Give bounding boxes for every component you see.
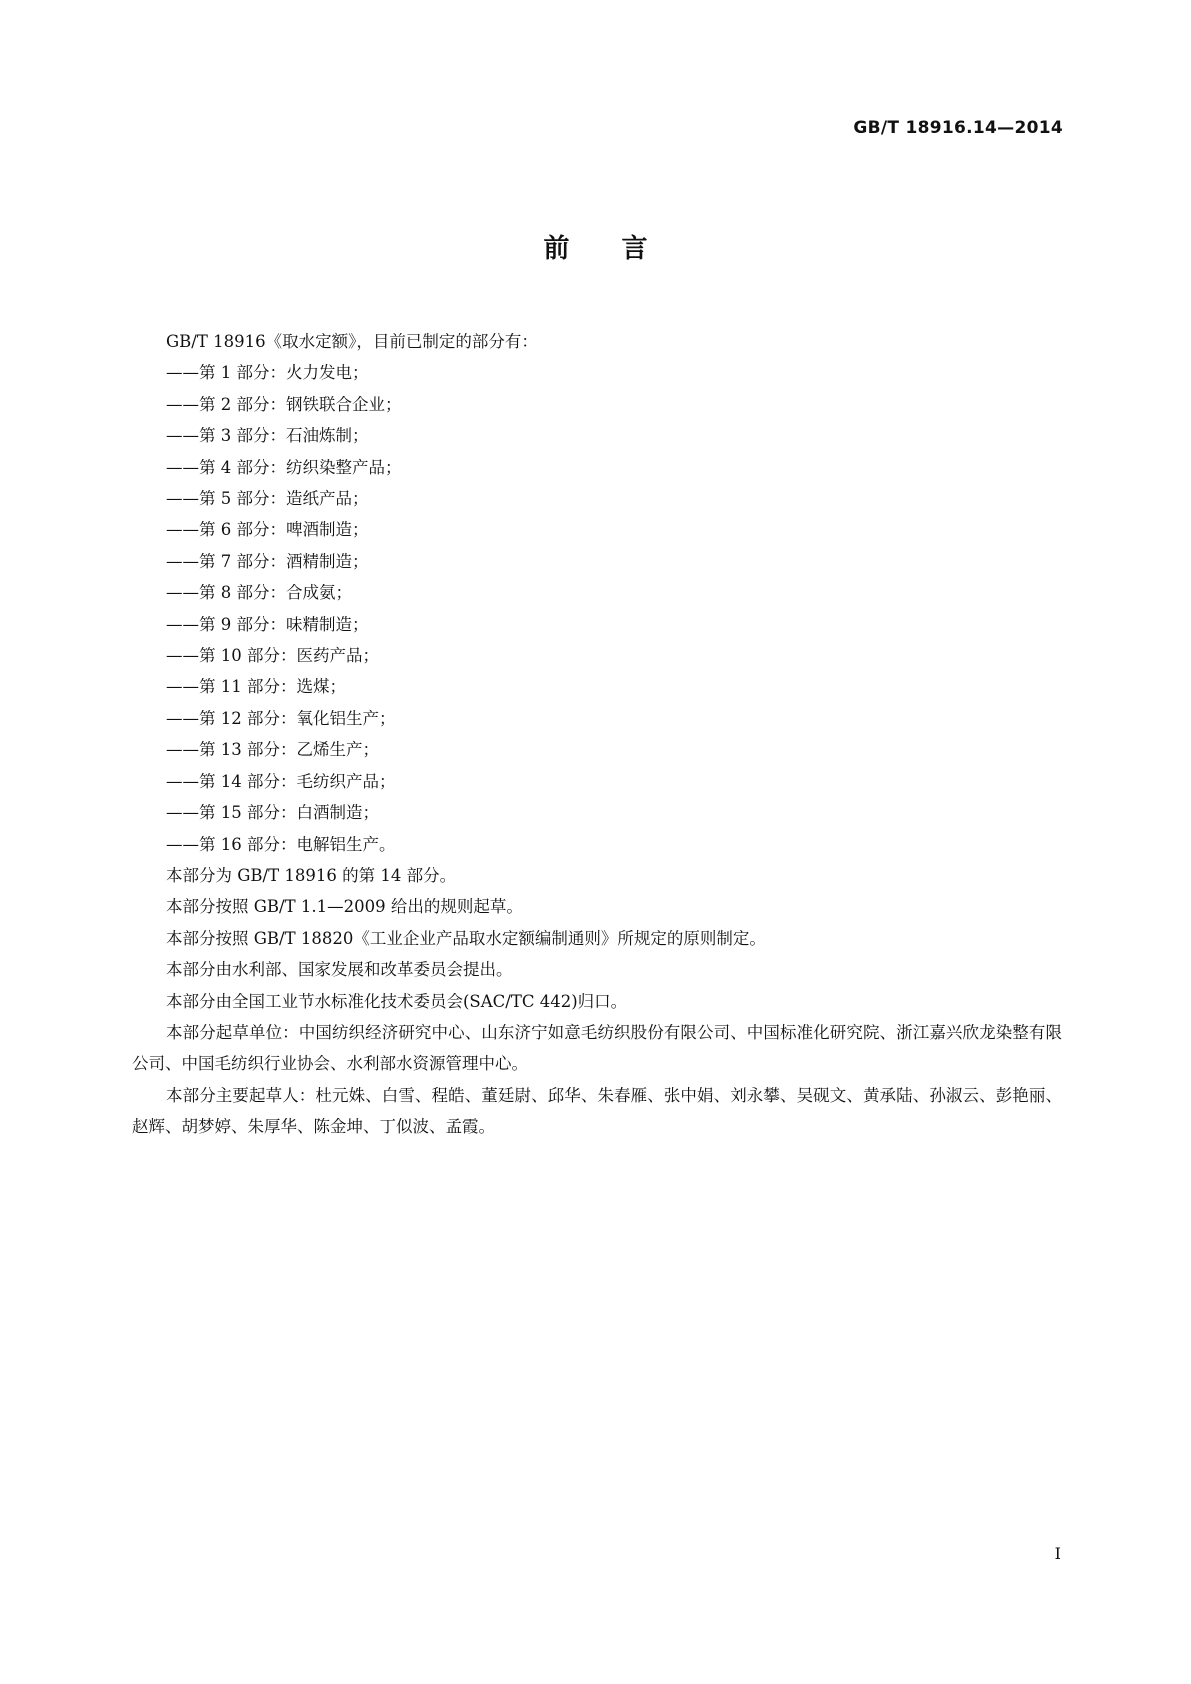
list-item: ——第 6 部分：啤酒制造； (166, 520, 369, 540)
part-of-paragraph: 本部分为 GB/T 18916 的第 14 部分。 (166, 865, 457, 885)
page-title: 前言 (543, 234, 700, 264)
list-item: ——第 13 部分：乙烯生产； (166, 740, 379, 760)
list-item: ——第 2 部分：钢铁联合企业； (166, 394, 402, 414)
proposed-by-paragraph: 本部分由水利部、国家发展和改革委员会提出。 (166, 960, 513, 980)
foreword-body (132, 326, 1062, 1143)
principles-paragraph: 本部分按照 GB/T 18820《工业企业产品取水定额编制通则》所规定的原则制定。 (166, 928, 766, 948)
drafting-rules-paragraph: 本部分按照 GB/T 1.1—2009 给出的规则起草。 (166, 897, 523, 917)
drafting-units-paragraph: 本部分起草单位：中国纺织经济研究中心、山东济宁如意毛纺织股份有限公司、中国标准化研究院、浙江嘉兴欣龙染整有限公司、中国毛纺织行业协会、水利部水资源管理中心。 (132, 1022, 1062, 1074)
list-item: ——第 15 部分：白酒制造； (166, 803, 379, 823)
list-item: ——第 16 部分：电解铝生产。 (166, 834, 396, 854)
intro-paragraph: GB/T 18916《取水定额》，目前已制定的部分有： (166, 332, 538, 351)
list-item: ——第 11 部分：选煤； (166, 677, 346, 697)
drafters-paragraph: 本部分主要起草人：杜元姝、白雪、程皓、董廷尉、邱华、朱春雁、张中娟、刘永攀、吴砚文、黄承陆、孙淑云、彭艳丽、赵辉、胡梦婷、朱厚华、陈金坤、丁似波、孟霞。 (132, 1085, 1062, 1137)
list-item: ——第 3 部分：石油炼制； (166, 426, 369, 446)
list-item: ——第 5 部分：造纸产品； (166, 489, 369, 509)
list-item: ——第 12 部分：氧化铝生产； (166, 708, 396, 728)
parts-list (132, 357, 1062, 860)
list-item: ——第 9 部分：味精制造； (166, 614, 369, 634)
list-item: ——第 1 部分：火力发电； (166, 363, 369, 383)
page-number: I (1054, 1544, 1061, 1563)
list-item: ——第 7 部分：酒精制造； (166, 551, 369, 571)
list-item: ——第 4 部分：纺织染整产品； (166, 457, 402, 477)
centralized-by-paragraph: 本部分由全国工业节水标准化技术委员会(SAC/TC 442)归口。 (166, 991, 628, 1011)
list-item: ——第 10 部分：医药产品； (166, 646, 379, 666)
list-item: ——第 14 部分：毛纺织产品； (166, 771, 396, 791)
list-item: ——第 8 部分：合成氨； (166, 583, 352, 603)
standard-number: GB/T 18916.14—2014 (853, 118, 1063, 138)
